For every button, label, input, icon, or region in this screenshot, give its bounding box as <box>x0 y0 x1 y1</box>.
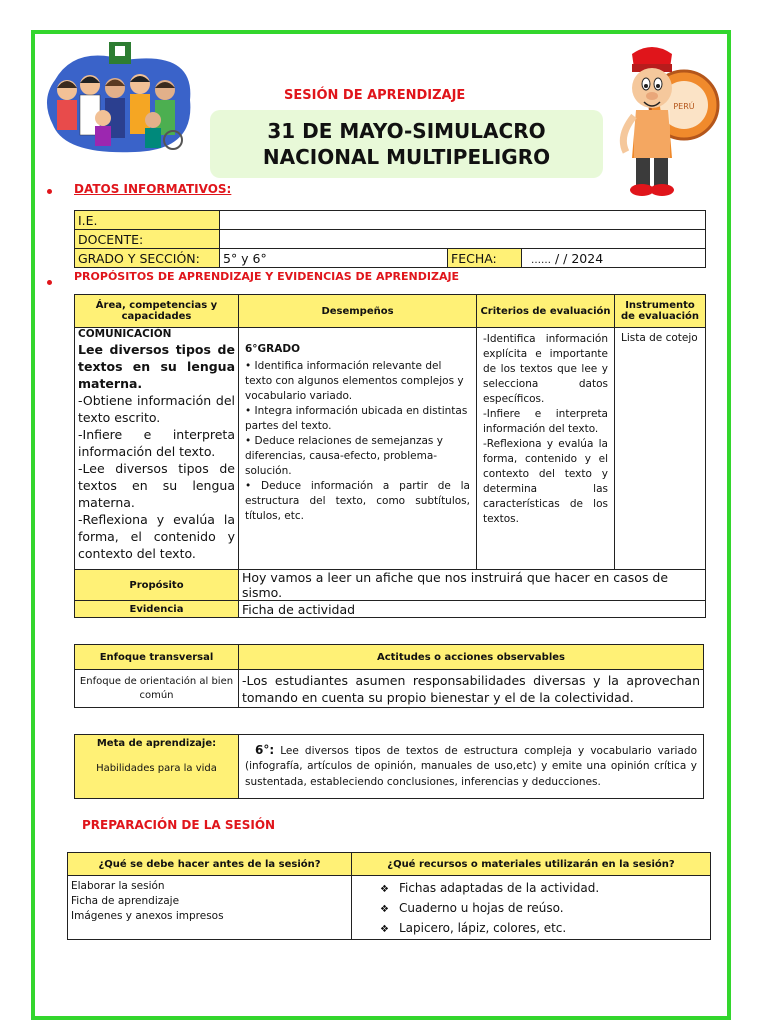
evidencia-label: Evidencia <box>75 601 239 618</box>
antes-item: Imágenes y anexos impresos <box>71 910 224 922</box>
capacidad-item: -Infiere e interpreta información del texto. <box>78 427 235 459</box>
grado-value: 5° y 6° <box>220 249 448 268</box>
col-criterios-header: Criterios de evaluación <box>477 295 615 328</box>
desempenos-cell <box>239 328 477 570</box>
datos-heading: DATOS INFORMATIVOS: <box>74 182 232 196</box>
capacidad-item: -Lee diversos tipos de textos en su lengua materna. <box>78 461 235 510</box>
desempeno-item: • Integra información ubicada en distintas partes del texto. <box>245 405 468 432</box>
propositos-table <box>74 294 706 618</box>
criterios-cell <box>477 328 615 570</box>
recurso-item: ❖ Fichas adaptadas de la actividad. <box>380 881 600 895</box>
grado-heading: 6°GRADO <box>245 343 301 355</box>
diamond-bullet-icon: ❖ <box>380 884 389 895</box>
ie-field[interactable] <box>220 211 706 230</box>
students-group-illustration <box>45 40 195 155</box>
antes-item: Elaborar la sesión <box>71 880 165 892</box>
docente-field[interactable] <box>220 230 706 249</box>
instrumento-cell: Lista de cotejo <box>615 328 706 570</box>
recurso-item: ❖ Lapicero, lápiz, colores, etc. <box>380 921 567 935</box>
competencia-text: Lee diversos tipos de textos en su lengua materna. <box>78 342 235 391</box>
recursos-cell <box>352 876 711 940</box>
col-desempenos-header: Desempeños <box>239 295 477 328</box>
meta-label: Meta de aprendizaje: <box>96 738 217 749</box>
diamond-bullet-icon: ❖ <box>380 924 389 935</box>
col-instrumento-header: Instrumento de evaluación <box>615 295 706 328</box>
capacidad-item: -Obtiene información del texto escrito. <box>78 393 235 425</box>
meta-text: Lee diversos tipos de textos de estructura compleja y vocabulario variado (infografía, artículos de opinión, manuales de uso,etc) y emite una opinión crítica y sustentada, estableciendo conclusiones, inferencias y deducciones. <box>245 744 697 788</box>
meta-sub: Habilidades para la vida <box>96 763 217 774</box>
enfoque-value: Enfoque de orientación al bien común <box>75 670 239 708</box>
desempeno-item: • Identifica información relevante del texto con algunos elementos complejos y vocabulario variado. <box>245 360 464 402</box>
recurso-item: ❖ Cuaderno u hojas de reúso. <box>380 901 564 915</box>
emblem-text: PERÚ <box>673 102 695 111</box>
actitudes-header: Actitudes o acciones observables <box>239 645 704 670</box>
fecha-label: FECHA: <box>448 249 522 268</box>
antes-header: ¿Qué se debe hacer antes de la sesión? <box>68 853 352 876</box>
area-cell <box>75 328 239 570</box>
title-line-2: NACIONAL MULTIPELIGRO <box>262 145 551 169</box>
preparacion-heading: PREPARACIÓN DE LA SESIÓN <box>82 818 276 832</box>
meta-text-cell <box>239 735 704 799</box>
bullet-icon <box>47 189 52 194</box>
bullet-icon <box>47 280 52 285</box>
antes-cell <box>68 876 352 940</box>
evidencia-value: Ficha de actividad <box>239 601 706 618</box>
proposito-label: Propósito <box>75 570 239 601</box>
enfoque-header: Enfoque transversal <box>75 645 239 670</box>
title-line-1: 31 DE MAYO-SIMULACRO <box>267 119 546 143</box>
session-label: SESIÓN DE APRENDIZAJE <box>284 88 466 103</box>
meta-grado: 6°: <box>255 742 275 757</box>
criterio-item: -Reflexiona y evalúa la forma, contenido y el contexto del texto y determina las características de los textos. <box>483 438 608 525</box>
capacidad-item: -Reflexiona y evalúa la forma, el contenido y contexto del texto. <box>78 512 235 561</box>
criterio-item: -Infiere e interpreta información del texto. <box>483 408 608 435</box>
recursos-header: ¿Qué recursos o materiales utilizarán en la sesión? <box>352 853 711 876</box>
datos-table <box>74 210 706 268</box>
col-area-header: Área, competencias y capacidades <box>75 295 239 328</box>
enfoque-table <box>74 644 704 708</box>
propositos-heading: PROPÓSITOS DE APRENDIZAJE Y EVIDENCIAS DE APRENDIZAJE <box>74 270 460 283</box>
criterio-item: -Identifica información explícita e importante de los textos que lee y selecciona datos específicos. <box>483 333 608 405</box>
title-box <box>210 110 603 178</box>
ie-label: I.E. <box>75 211 220 230</box>
mascot-illustration <box>612 40 724 200</box>
fecha-value: / / 2024 <box>551 250 604 266</box>
preparacion-table <box>67 852 711 940</box>
diamond-bullet-icon: ❖ <box>380 904 389 915</box>
meta-label-cell <box>75 735 239 799</box>
actitudes-value: -Los estudiantes asumen responsabilidades diversas y la aprovechan tomando en cuenta su propio bienestar y el de la colectividad. <box>239 670 704 708</box>
docente-label: DOCENTE: <box>75 230 220 249</box>
antes-item: Ficha de aprendizaje <box>71 895 180 907</box>
desempeno-item: • Deduce información a partir de la estructura del texto, como subtítulos, títulos, etc. <box>245 480 470 522</box>
desempeno-item: • Deduce relaciones de semejanzas y diferencias, causa-efecto, problema-solución. <box>245 435 443 477</box>
fecha-field[interactable] <box>522 249 706 268</box>
grado-label: GRADO Y SECCIÓN: <box>75 249 220 268</box>
fecha-dots: …… <box>531 254 551 266</box>
meta-table <box>74 734 704 799</box>
proposito-value: Hoy vamos a leer un afiche que nos instruirá que hacer en casos de sismo. <box>239 570 706 601</box>
area-label: COMUNICACIÓN <box>78 328 172 340</box>
